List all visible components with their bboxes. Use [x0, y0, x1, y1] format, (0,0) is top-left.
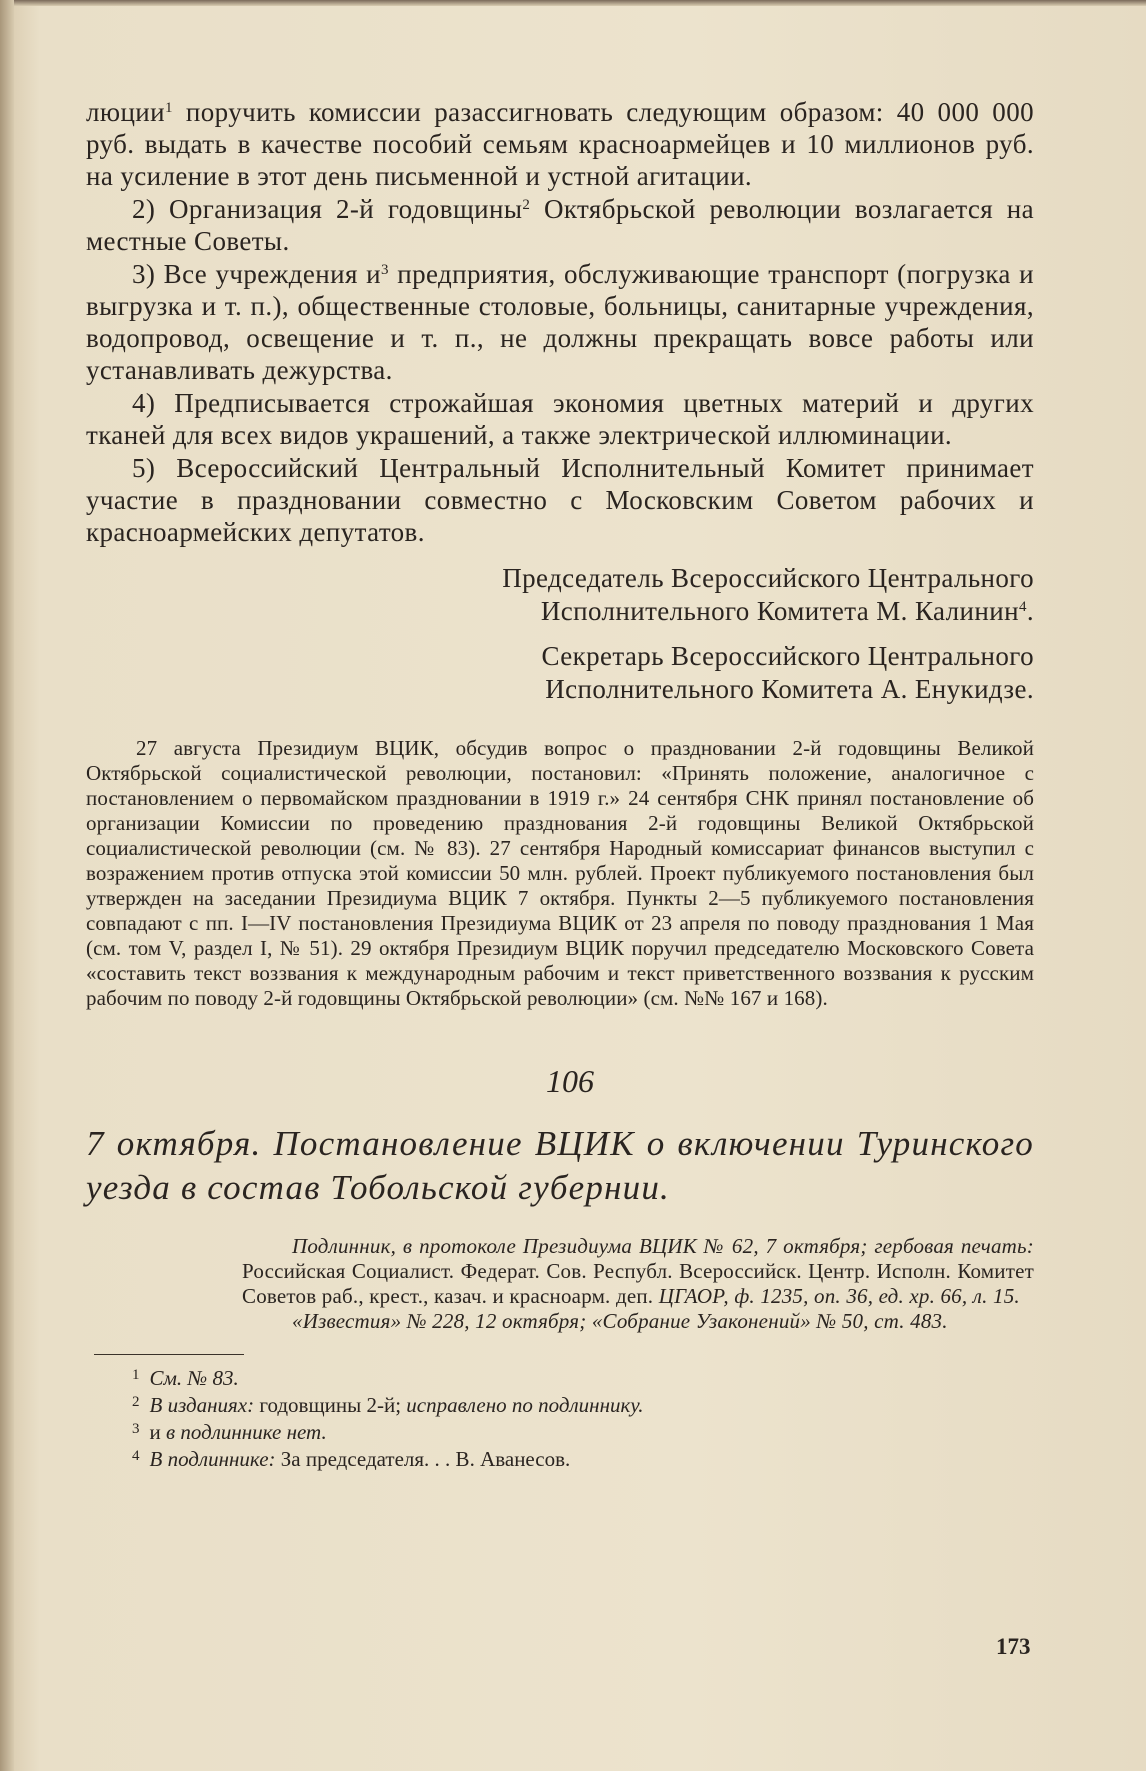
footnotes: [86, 1365, 1034, 1473]
page-number: 173: [996, 1634, 1031, 1659]
secretary-signature: Секретарь Всероссийского Центрального Исполнительного Комитета А. Енукидзе.: [541, 641, 1034, 704]
paragraph-5: 5) Всероссийский Центральный Исполнительный Комитет принимает участие в праздновании совместно с Московским Советом рабочих и красноармейских депутатов.: [86, 453, 1034, 547]
footnote-3: $^3$ и в подлиннике нет.: [132, 1420, 327, 1444]
paragraph-4: 4) Предписывается строжайшая экономия цветных материй и других тканей для всех видов украшений, а также электрической иллюминации.: [86, 388, 1034, 450]
footnote-ref-3: 3: [381, 262, 389, 278]
footnote-ref-1: 1: [165, 100, 173, 116]
paragraph-1: люции$^1$ поручить комиссии разассигновать следующим образом: 40 000 000 руб. выдать в качестве пособий семьям красноармейцев и 10 миллионов руб. на усиление в этот день письменной и устной агитации.: [86, 97, 1034, 191]
footnote-ref-2: 2: [522, 197, 531, 213]
chairman-signature: Председатель Всероссийского Центрального Исполнительного Комитета М. Калинин$^4$.: [502, 563, 1034, 626]
footnote-divider: [94, 1354, 244, 1355]
document-number: 106: [546, 1063, 594, 1099]
paragraph-3: 3) Все учреждения $и^3$ предприятия, обслуживающие транспорт (погрузка и выгрузка и т. п.), общественные столовые, больницы, санитарные учреждения, водопровод, освещение и т. п., не должны прекращать вовсе работы или устанавливать дежурства.: [86, 259, 1034, 385]
footnote-2: $^2$ В изданиях: годовщины 2-й; исправлено по подлиннику.: [132, 1393, 644, 1417]
paragraph-2: 2) Организация 2-й годовщины$^2$ Октябрьской революции возлагается на местные Советы.: [86, 194, 1035, 256]
editorial-note: 27 августа Президиум ВЦИК, обсудив вопрос о праздновании 2-й годовщины Великой Октябрьской социалистической революции, постановил: «Принять положение, аналогичное с постановлением о первомайском праздновании в 1919 г.» 24 сентября СНК принял постановление об организации Комиссии по проведению празднования 2-й годовщины Великой Октябрьской социалистической революции (см. № 83). 27 сентября Народный комиссариат финансов выступил с возражением против отпуска этой комиссии 50 млн. рублей. Проект публикуемого постановления был утвержден на заседании Президиума ВЦИК 7 октября. Пункты 2—5 публикуемого постановления совпадают с пп. I—IV постановления Президиума ВЦИК от 23 апреля по поводу празднования 1 Мая (см. том V, раздел I, № 51). 29 октября Президиум ВЦИК поручил председателю Московского Совета «составить текст воззвания к международным рабочим и текст приветственного воззвания к русским рабочим по поводу 2-й годовщины Октябрьской революции» (см. №№ 167 и 168).: [86, 736, 1034, 1010]
document-title: 7 октября. Постановление ВЦИК о включении Туринского уезда в состав Тобольской губернии.: [86, 1124, 1034, 1207]
source-reference: Подлинник, в протоколе Президиума ВЦИК № 62, 7 октября; гербовая печать: Российская Социалист. Федерат. Сов. Республ. Всероссийск. Центр. Исполн. Комитет Советов раб., крест., казач. и красноарм. деп. ЦГАОР, ф. 1235, оп. 36, ед. хр. 66, л. 15. «Известия» № 228, 12 октября; «Собрание Узаконений» № 50, ст. 483.: [242, 1234, 1034, 1333]
page-content: [86, 96, 1034, 1473]
footnote-1: $^1$ См. № 83.: [132, 1366, 239, 1390]
page-top-edge: [0, 0, 1146, 6]
page-binding-edge: [0, 0, 14, 1771]
footnote-ref-4: 4: [1018, 599, 1027, 615]
footnote-4: $^4$ В подлиннике: За председателя. . . В. Аванесов.: [132, 1447, 571, 1471]
